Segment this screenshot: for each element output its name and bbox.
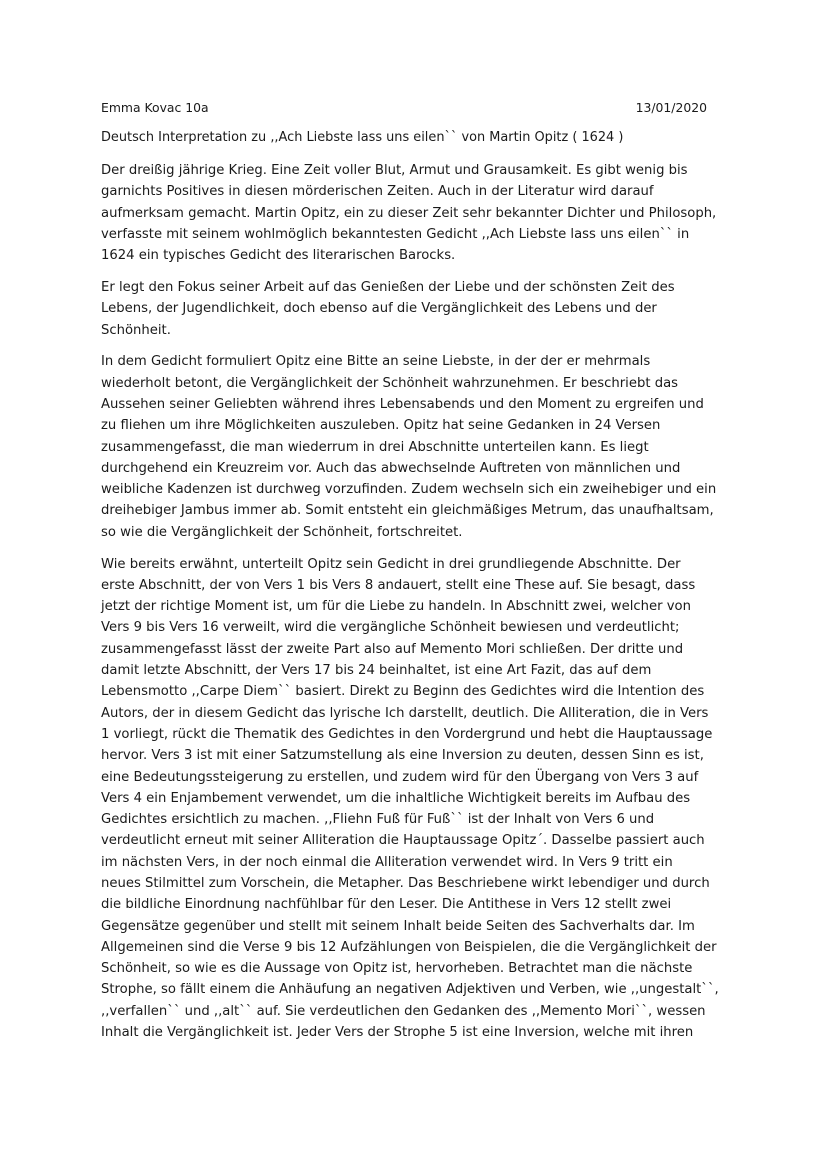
text-line: Autors, der in diesem Gedicht das lyrische Ich darstellt, deutlich. Die Alliteration, die in Vers: [101, 705, 709, 721]
text-line: Lebensmotto ,,Carpe Diem`` basiert. Direkt zu Beginn des Gedichtes wird die Intention des: [101, 684, 705, 700]
text-line: wiederholt betont, die Vergänglichkeit der Schönheit wahrzunehmen. Er beschriebt das: [101, 375, 679, 391]
text-line: Allgemeinen sind die Verse 9 bis 12 Aufzählungen von Beispielen, die die Vergänglichkeit der: [101, 939, 717, 955]
text-line: Lebens, der Jugendlichkeit, doch ebenso auf die Vergänglichkeit des Lebens und der: [101, 301, 657, 317]
text-line: die bildliche Einordnung nachfühlbar für den Leser. Die Antithese in Vers 12 stellt zwei: [101, 897, 672, 913]
text-line: Strophe, so fällt einem die Anhäufung an negativen Adjektiven und Verben, wie ,,ungestalt``,: [101, 982, 719, 998]
text-line: Gegensätze gegenüber und stellt mit seinem Inhalt beide Seiten des Sachverhalts dar. Im: [101, 918, 695, 934]
text-line: jetzt der richtige Moment ist, um für die Liebe zu handeln. In Abschnitt zwei, welcher von: [101, 599, 691, 615]
text-line: aufmerksam gemacht. Martin Opitz, ein zu dieser Zeit sehr bekannter Dichter und Philosoph,: [101, 205, 717, 221]
text-line: Schönheit, so wie es die Aussage von Opitz ist, hervorheben. Betrachtet man die nächste: [101, 961, 693, 977]
text-line: Inhalt die Vergänglichkeit ist. Jeder Vers der Strophe 5 ist eine Inversion, welche mit ihren: [101, 1025, 694, 1041]
text-line: Schönheit.: [101, 322, 171, 338]
text-line: verfasste mit seinem wohlmöglich bekanntesten Gedicht ,,Ach Liebste lass uns eilen`` in: [101, 226, 690, 242]
document-page: [101, 98, 719, 1054]
document-header: [101, 98, 707, 118]
text-line: so wie die Vergänglichkeit der Schönheit, fortschreitet.: [101, 524, 463, 540]
text-line: Vers 9 bis Vers 16 verweilt, wird die vergängliche Schönheit bewiesen und verdeutlicht;: [101, 620, 680, 636]
text-line: 1 vorliegt, rückt die Thematik des Gedichtes in den Vordergrund und hebt die Hauptaussage: [101, 726, 713, 742]
text-line: Der dreißig jährige Krieg. Eine Zeit voller Blut, Armut und Grausamkeit. Es gibt wenig bis: [101, 163, 688, 178]
text-line: Gedichtes ersichtlich zu machen. ,,Fliehn Fuß für Fuß`` ist der Inhalt von Vers 6 und: [101, 812, 655, 828]
text-line: 1624 ein typisches Gedicht des literarischen Barocks.: [101, 248, 456, 264]
paragraph: [101, 554, 719, 1044]
text-line: durchgehend ein Kreuzreim vor. Auch das abwechselnde Auftreten von männlichen und: [101, 460, 681, 476]
text-line: dreihebiger Jambus immer ab. Somit entsteht ein gleichmäßiges Metrum, das unaufhaltsam,: [101, 503, 714, 519]
text-line: zusammengefasst lässt der zweite Part also auf Memento Mori schließen. Der dritte und: [101, 641, 684, 657]
text-line: ,,verfallen`` und ,,alt`` auf. Sie verdeutlichen den Gedanken des ,,Memento Mori``, wessen: [101, 1003, 706, 1019]
text-line: weibliche Kadenzen ist durchweg vorzufinden. Zudem wechseln sich ein zweihebiger und ein: [101, 482, 717, 498]
document-date: 13/01/2020: [635, 100, 707, 115]
paragraph: [101, 351, 717, 543]
text-line: In dem Gedicht formuliert Opitz eine Bitte an seine Liebste, in der der er mehrmals: [101, 354, 651, 370]
text-line: hervor. Vers 3 ist mit einer Satzumstellung als eine Inversion zu deuten, dessen Sinn es ist,: [101, 748, 704, 764]
text-line: erste Abschnitt, der von Vers 1 bis Vers 8 andauert, stellt eine These auf. Sie besagt, dass: [101, 577, 696, 593]
text-line: zusammengefasst, die man wiederrum in drei Abschnitte unterteilen kann. Es liegt: [101, 439, 649, 455]
paragraph: [101, 277, 707, 341]
text-line: Er legt den Fokus seiner Arbeit auf das Genießen der Liebe und der schönsten Zeit des: [101, 279, 675, 295]
paragraph: [101, 160, 717, 266]
text-line: damit letzte Abschnitt, der Vers 17 bis 24 beinhaltet, ist eine Art Fazit, das auf dem: [101, 663, 652, 679]
text-line: zu fliehen um ihre Möglichkeiten auszuleben. Opitz hat seine Gedanken in 24 Versen: [101, 418, 661, 434]
text-line: Aussehen seiner Geliebten während ihres Lebensabends und den Moment zu ergreifen und: [101, 396, 704, 412]
text-line: im nächsten Vers, in der noch einmal die Alliteration verwendet wird. In Vers 9 tritt ein: [101, 854, 673, 870]
author-class: Emma Kovac 10a: [101, 100, 209, 115]
document-body: [101, 160, 719, 1043]
text-line: verdeutlicht erneut mit seiner Alliteration die Hauptaussage Opitz´. Dasselbe passiert auch: [101, 833, 705, 849]
text-line: Vers 4 ein Enjambement verwendet, um die inhaltliche Wichtigkeit bereits im Aufbau des: [101, 790, 691, 806]
text-line: Wie bereits erwähnt, unterteilt Opitz sein Gedicht in drei grundliegende Abschnitte. Der: [101, 556, 681, 572]
text-line: garnichts Positives in diesen mörderischen Zeiten. Auch in der Literatur wird darauf: [101, 184, 654, 200]
document-title: Deutsch Interpretation zu ,,Ach Liebste lass uns eilen`` von Martin Opitz ( 1624 ): [101, 130, 624, 145]
text-line: eine Bedeutungssteigerung zu erstellen, und zudem wird für den Übergang von Vers 3 auf: [101, 769, 699, 785]
text-line: neues Stilmittel zum Vorschein, die Metapher. Das Beschriebene wirkt lebendiger und durch: [101, 876, 710, 891]
